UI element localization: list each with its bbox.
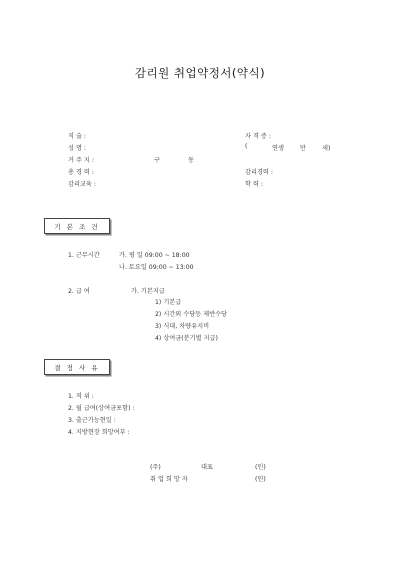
seal-2: (인) [255,476,266,483]
age-open-paren: ( [245,143,248,150]
address-gu: 구 [154,157,160,164]
company-representative: 대표 [201,464,213,471]
age-birth-year: 연생 [272,145,284,152]
salary-sub: 가. 기본지급 [131,288,165,295]
salary-item-4: 4) 상여금(분기별 지급) [155,335,218,342]
license-label: 자 격 증 : [245,133,271,140]
age-se: 세) [322,145,331,152]
company-prefix: (주) [150,464,161,471]
supervision-career-label: 감리경력 : [245,169,273,176]
job-title-label: 직 술 : [68,133,86,140]
age-man: 만 [300,145,306,152]
supervision-education-label: 감리교육 : [68,181,96,188]
decision-item-2: 2. 월 급여(상여금포함) : [68,405,135,412]
decision-item-1: 1. 직 위 : [68,393,94,400]
section-basic-conditions-header: 기 본 조 건 [44,218,110,234]
total-career-label: 총 경 력 : [68,169,94,176]
salary-item-1: 1) 기본급 [155,299,182,306]
work-hours-weekday: 가. 평 일 09:00 ~ 18:00 [119,252,190,259]
work-hours-saturday: 나. 토요일 09:00 ~ 13:00 [119,264,194,271]
salary-item-3: 3) 식대, 차량유지비 [155,323,210,330]
seal-1: (인) [255,464,266,471]
section-decision-reason-header: 결 정 사 유 [44,359,110,375]
document-title: 감리원 취업약정서(약식) [134,66,266,80]
name-label: 성 명 : [68,145,86,152]
address-label: 거 주 지 : [68,157,94,164]
salary-item-2: 2) 시간외 수당등 제반수당 [155,311,228,318]
education-label: 학 력 : [245,181,263,188]
decision-item-3: 3. 출근가능현일 : [68,417,116,424]
salary-label: 2. 급 여 [68,288,90,295]
applicant-label: 취 업 희 망 자 [150,476,188,483]
decision-item-4: 4. 지방현장 희망여부 : [68,429,130,436]
work-hours-label: 1. 근무시간 [68,252,100,259]
address-dong: 동 [188,157,194,164]
